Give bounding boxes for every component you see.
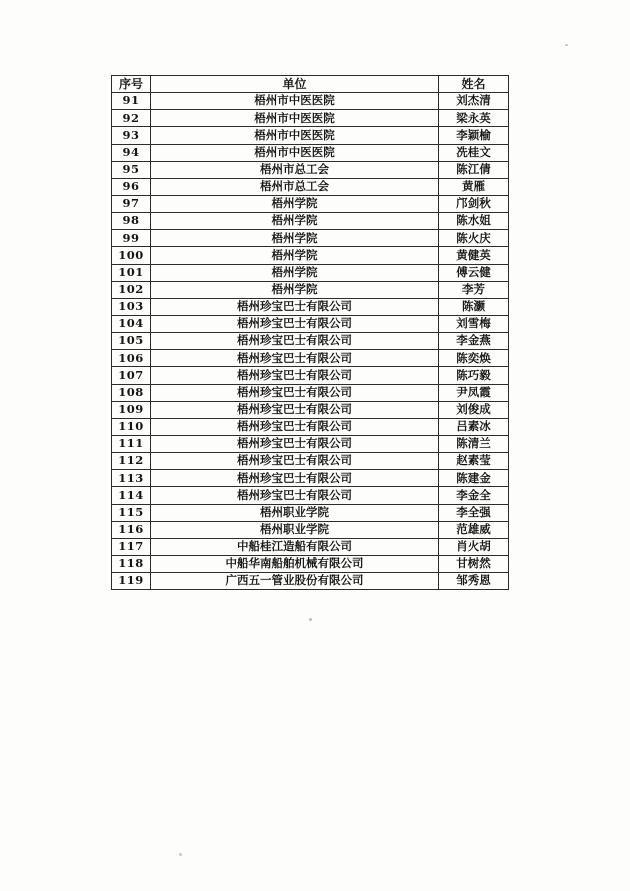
table-row <box>112 573 509 590</box>
table-row <box>112 264 509 281</box>
name-cell: 陈江倩 <box>439 161 509 178</box>
unit-cell: 梧州职业学院 <box>151 521 439 538</box>
name-cell: 陈巧毅 <box>439 367 509 384</box>
row-number-cell: 113 <box>112 470 151 487</box>
table-row <box>112 247 509 264</box>
row-number-cell: 105 <box>112 333 151 350</box>
table-row <box>112 333 509 350</box>
table-row <box>112 453 509 470</box>
table-row <box>112 195 509 212</box>
name-cell: 邝剑秋 <box>439 195 509 212</box>
unit-cell: 梧州珍宝巴士有限公司 <box>151 367 439 384</box>
name-cell: 李全强 <box>439 504 509 521</box>
unit-cell: 梧州学院 <box>151 264 439 281</box>
row-number-cell: 102 <box>112 281 151 298</box>
table-row <box>112 298 509 315</box>
unit-cell: 梧州学院 <box>151 247 439 264</box>
name-cell: 邹秀恩 <box>439 573 509 590</box>
row-number-cell: 92 <box>112 110 151 127</box>
table-row <box>112 435 509 452</box>
name-cell: 陈奕焕 <box>439 350 509 367</box>
table-row <box>112 144 509 161</box>
row-number-cell: 101 <box>112 264 151 281</box>
unit-cell: 梧州珍宝巴士有限公司 <box>151 333 439 350</box>
name-cell: 黄雁 <box>439 178 509 195</box>
name-cell: 刘雪梅 <box>439 315 509 332</box>
unit-cell: 梧州珍宝巴士有限公司 <box>151 418 439 435</box>
table-row <box>112 93 509 110</box>
row-number-cell: 96 <box>112 178 151 195</box>
row-number-cell: 99 <box>112 230 151 247</box>
row-number-cell: 117 <box>112 538 151 555</box>
unit-cell: 梧州珍宝巴士有限公司 <box>151 470 439 487</box>
name-cell: 冼桂文 <box>439 144 509 161</box>
column-header-no: 序号 <box>112 76 151 93</box>
row-number-cell: 106 <box>112 350 151 367</box>
unit-cell: 梧州珍宝巴士有限公司 <box>151 350 439 367</box>
unit-cell: 梧州珍宝巴士有限公司 <box>151 384 439 401</box>
name-cell: 范雄威 <box>439 521 509 538</box>
name-cell: 刘俊成 <box>439 401 509 418</box>
name-cell: 李芳 <box>439 281 509 298</box>
table-row <box>112 178 509 195</box>
row-number-cell: 91 <box>112 93 151 110</box>
row-number-cell: 119 <box>112 573 151 590</box>
table-row <box>112 470 509 487</box>
unit-cell: 梧州职业学院 <box>151 504 439 521</box>
unit-cell: 梧州市中医医院 <box>151 93 439 110</box>
unit-cell: 梧州市总工会 <box>151 178 439 195</box>
scan-speck <box>309 618 312 621</box>
table-row <box>112 504 509 521</box>
row-number-cell: 103 <box>112 298 151 315</box>
unit-cell: 梧州学院 <box>151 195 439 212</box>
roster-table <box>111 75 509 590</box>
table-row <box>112 555 509 572</box>
name-cell: 李金全 <box>439 487 509 504</box>
unit-cell: 梧州珍宝巴士有限公司 <box>151 435 439 452</box>
row-number-cell: 100 <box>112 247 151 264</box>
unit-cell: 梧州珍宝巴士有限公司 <box>151 401 439 418</box>
table-row <box>112 110 509 127</box>
table-row <box>112 127 509 144</box>
table-row <box>112 315 509 332</box>
name-cell: 陈清兰 <box>439 435 509 452</box>
row-number-cell: 107 <box>112 367 151 384</box>
table-row <box>112 213 509 230</box>
table-row <box>112 367 509 384</box>
row-number-cell: 115 <box>112 504 151 521</box>
name-cell: 肖火胡 <box>439 538 509 555</box>
name-cell: 陈水姐 <box>439 213 509 230</box>
unit-cell: 梧州珍宝巴士有限公司 <box>151 487 439 504</box>
unit-cell: 梧州学院 <box>151 213 439 230</box>
row-number-cell: 116 <box>112 521 151 538</box>
unit-cell: 梧州珍宝巴士有限公司 <box>151 298 439 315</box>
table-row <box>112 401 509 418</box>
row-number-cell: 93 <box>112 127 151 144</box>
unit-cell: 梧州珍宝巴士有限公司 <box>151 453 439 470</box>
table-row <box>112 384 509 401</box>
table-row <box>112 350 509 367</box>
row-number-cell: 97 <box>112 195 151 212</box>
row-number-cell: 98 <box>112 213 151 230</box>
unit-cell: 梧州珍宝巴士有限公司 <box>151 315 439 332</box>
name-cell: 赵素莹 <box>439 453 509 470</box>
table-row <box>112 281 509 298</box>
name-cell: 黄健英 <box>439 247 509 264</box>
scan-speck <box>179 853 182 856</box>
column-header-name: 姓名 <box>439 76 509 93</box>
name-cell: 陈火庆 <box>439 230 509 247</box>
table-row <box>112 161 509 178</box>
table-row <box>112 230 509 247</box>
unit-cell: 梧州市中医医院 <box>151 144 439 161</box>
unit-cell: 中船桂江造船有限公司 <box>151 538 439 555</box>
name-cell: 吕素冰 <box>439 418 509 435</box>
table-row <box>112 487 509 504</box>
name-cell: 陈建金 <box>439 470 509 487</box>
unit-cell: 广西五一管业股份有限公司 <box>151 573 439 590</box>
name-cell: 李颖榆 <box>439 127 509 144</box>
row-number-cell: 110 <box>112 418 151 435</box>
unit-cell: 梧州学院 <box>151 230 439 247</box>
scan-speck <box>565 44 568 46</box>
table-row <box>112 538 509 555</box>
unit-cell: 梧州市中医医院 <box>151 127 439 144</box>
name-cell: 甘树然 <box>439 555 509 572</box>
row-number-cell: 109 <box>112 401 151 418</box>
row-number-cell: 111 <box>112 435 151 452</box>
unit-cell: 梧州学院 <box>151 281 439 298</box>
name-cell: 傅云健 <box>439 264 509 281</box>
name-cell: 李金燕 <box>439 333 509 350</box>
table-row <box>112 521 509 538</box>
name-cell: 梁永英 <box>439 110 509 127</box>
name-cell: 刘杰清 <box>439 93 509 110</box>
name-cell: 尹凤霞 <box>439 384 509 401</box>
unit-cell: 中船华南船舶机械有限公司 <box>151 555 439 572</box>
table-header-row <box>112 76 509 93</box>
unit-cell: 梧州市中医医院 <box>151 110 439 127</box>
row-number-cell: 95 <box>112 161 151 178</box>
table-row <box>112 418 509 435</box>
row-number-cell: 112 <box>112 453 151 470</box>
name-cell: 陈灏 <box>439 298 509 315</box>
unit-cell: 梧州市总工会 <box>151 161 439 178</box>
row-number-cell: 114 <box>112 487 151 504</box>
row-number-cell: 108 <box>112 384 151 401</box>
column-header-unit: 单位 <box>151 76 439 93</box>
row-number-cell: 118 <box>112 555 151 572</box>
row-number-cell: 104 <box>112 315 151 332</box>
row-number-cell: 94 <box>112 144 151 161</box>
